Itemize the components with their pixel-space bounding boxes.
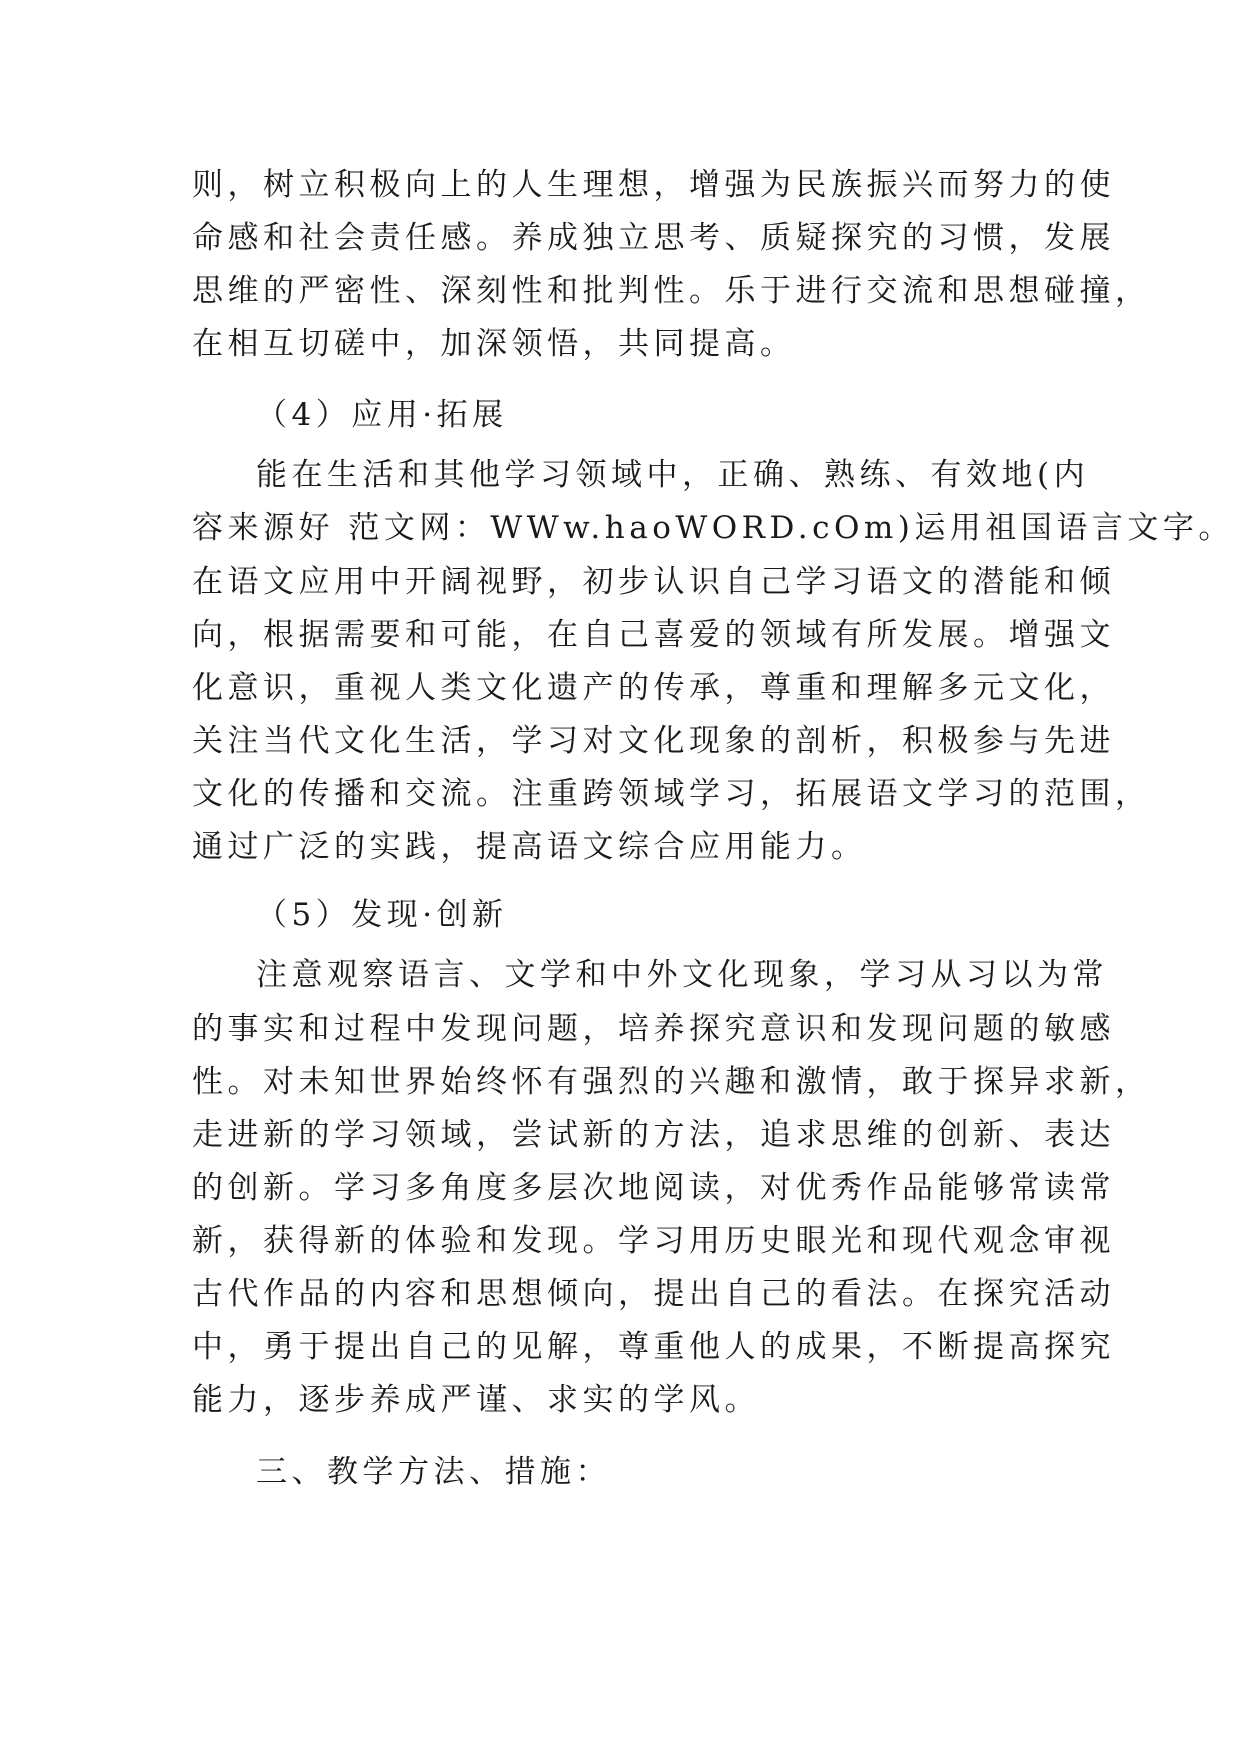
body-text-line: 则，树立积极向上的人生理想，增强为民族振兴而努力的使 bbox=[192, 167, 1115, 203]
body-text-line: 能在生活和其他学习领域中，正确、熟练、有效地(内 bbox=[256, 457, 1090, 493]
body-text-line: 古代作品的内容和思想倾向，提出自己的看法。在探究活动 bbox=[192, 1276, 1115, 1312]
body-text-line: 走进新的学习领域，尝试新的方法，追求思维的创新、表达 bbox=[192, 1117, 1115, 1153]
body-text-line: 的创新。学习多角度多层次地阅读，对优秀作品能够常读常 bbox=[192, 1170, 1115, 1206]
body-text-line: 化意识，重视人类文化遗产的传承，尊重和理解多元文化， bbox=[192, 670, 1115, 706]
body-text-line: 容来源好 范文网：WWw.haoWORD.cOm)运用祖国语言文字。 bbox=[192, 510, 1234, 546]
body-text-line: 的事实和过程中发现问题，培养探究意识和发现问题的敏感 bbox=[192, 1011, 1115, 1047]
body-text-line: 中，勇于提出自己的见解，尊重他人的成果，不断提高探究 bbox=[192, 1329, 1115, 1365]
body-text-line: 通过广泛的实践，提高语文综合应用能力。 bbox=[192, 829, 867, 865]
body-text-line: 性。对未知世界始终怀有强烈的兴趣和激情，敢于探异求新， bbox=[192, 1064, 1151, 1100]
body-text-line: 在语文应用中开阔视野，初步认识自己学习语文的潜能和倾 bbox=[192, 564, 1115, 600]
body-text-line: 能力，逐步养成严谨、求实的学风。 bbox=[192, 1382, 760, 1418]
body-text-line: 命感和社会责任感。养成独立思考、质疑探究的习惯，发展 bbox=[192, 220, 1115, 256]
body-text-line: 文化的传播和交流。注重跨领域学习，拓展语文学习的范围， bbox=[192, 776, 1151, 812]
body-text-line: 新，获得新的体验和发现。学习用历史眼光和现代观念审视 bbox=[192, 1223, 1115, 1259]
section-heading: 三、教学方法、措施： bbox=[256, 1454, 611, 1490]
body-text-line: 在相互切磋中，加深领悟，共同提高。 bbox=[192, 326, 796, 362]
body-text-line: 关注当代文化生活，学习对文化现象的剖析，积极参与先进 bbox=[192, 723, 1115, 759]
body-text-line: 注意观察语言、文学和中外文化现象，学习从习以为常 bbox=[256, 957, 1108, 993]
section-heading: （4）应用·拓展 bbox=[256, 397, 508, 433]
section-heading: （5）发现·创新 bbox=[256, 897, 508, 933]
body-text-line: 向，根据需要和可能，在自己喜爱的领域有所发展。增强文 bbox=[192, 617, 1115, 653]
body-text-line: 思维的严密性、深刻性和批判性。乐于进行交流和思想碰撞， bbox=[192, 273, 1151, 309]
